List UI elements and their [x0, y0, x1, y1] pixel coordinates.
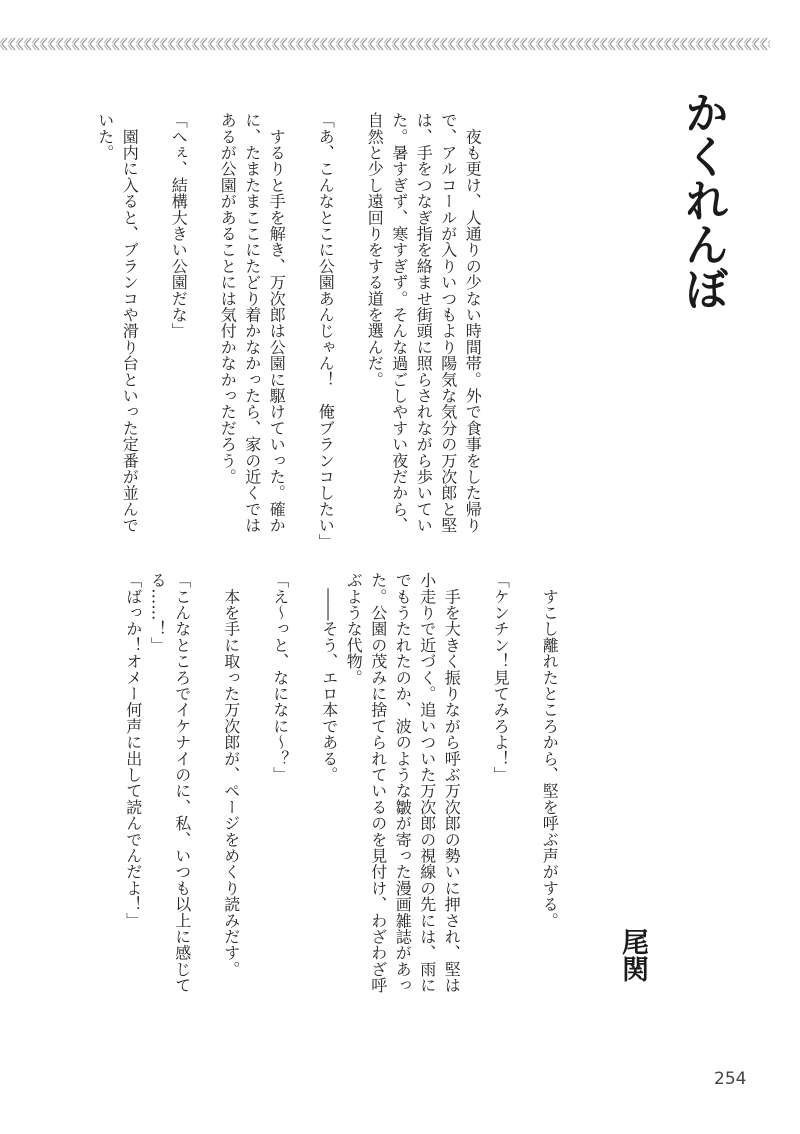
text-line: 園内に入ると、ブランコや滑り台といった定番が並んで [120, 112, 140, 534]
blank-line [141, 112, 166, 572]
paragraph [215, 112, 289, 572]
text-line: 「へぇ、結構大きい公園だな」 [169, 112, 189, 339]
lower-text-block [120, 572, 561, 1032]
text-line: ぶような代物。 [344, 572, 364, 686]
blank-line [243, 572, 268, 1032]
text-line: でもうたれたのか、波のような皺が寄った漫画雑誌があっ [393, 572, 413, 994]
paragraph [92, 112, 141, 572]
text-line: ――そう、エロ本である。 [319, 572, 339, 783]
dialogue-paragraph [267, 572, 292, 1032]
blank-line [288, 112, 313, 572]
story-title: かくれんぼ [677, 90, 728, 310]
text-line: た。公園の茂みに捨てられているのを見付け、わざわざ呼 [368, 572, 388, 994]
text-line: すこし離れたところから、堅を呼ぶ声がする。 [540, 572, 560, 929]
text-line: 「こんなところでイケナイのに、私、いつも以上に感じて [172, 572, 192, 994]
text-line: た。暑すぎず、寒すぎず。そんな過ごしやすい夜だから、 [389, 112, 409, 534]
author-name: 尾関 [617, 928, 648, 982]
dialogue-paragraph [488, 572, 513, 1032]
text-line: で、アルコールが入りいつもより陽気な気分の万次郎と堅 [438, 112, 458, 534]
dialogue-paragraph [313, 112, 338, 572]
paragraph [316, 572, 341, 1032]
text-line: に、たまたまここにたどり着かなかったら、家の近くでは [242, 112, 262, 534]
blank-line [463, 572, 488, 1032]
text-line: 自然と少し遠回りをする道を選んだ。 [365, 112, 385, 388]
text-line: するりと手を解き、万次郎は公園に駆けていった。確か [267, 112, 287, 534]
dialogue-paragraph [145, 572, 194, 1032]
text-line: 夜も更け、人通りの少ない時間帯。外で食事をした帰り [463, 112, 483, 534]
text-line: は、手をつなぎ指を絡ませ街頭に照らされながら歩いてい [414, 112, 434, 534]
blank-line [194, 572, 219, 1032]
text-line: いた。 [95, 112, 115, 161]
blank-line [512, 572, 537, 1032]
text-line: 小走りで近づく。追いついた万次郎の視線の先には、雨に [417, 572, 437, 994]
text-line: 「あ、こんなとこに公園あんじゃん！ 俺ブランコしたい」 [316, 112, 336, 550]
paragraph [537, 572, 562, 1032]
top-border-ornament [0, 37, 770, 51]
text-line: 「え〜っと、なになに〜？」 [270, 572, 290, 783]
dialogue-paragraph [166, 112, 191, 572]
text-line: あるが公園があることには気付かなかっただろう。 [218, 112, 238, 485]
text-line: 本を手に取った万次郎が、ページをめくり読みだす。 [221, 572, 241, 977]
blank-line [190, 112, 215, 572]
text-line: 「ケンチン！見てみろよ！」 [491, 572, 511, 783]
page-number: 254 [714, 1069, 747, 1089]
paragraph [362, 112, 485, 572]
dialogue-paragraph [120, 572, 145, 1032]
text-line: る……！」 [148, 572, 168, 653]
text-line: 「ばっか！オメー何声に出して読んでんだよ！」 [123, 572, 143, 929]
blank-line [292, 572, 317, 1032]
paragraph [218, 572, 243, 1032]
paragraph [341, 572, 464, 1032]
blank-line [337, 112, 362, 572]
upper-text-block [92, 112, 484, 572]
text-line: 手を大きく振りながら呼ぶ万次郎の勢いに押され、堅は [442, 572, 462, 994]
